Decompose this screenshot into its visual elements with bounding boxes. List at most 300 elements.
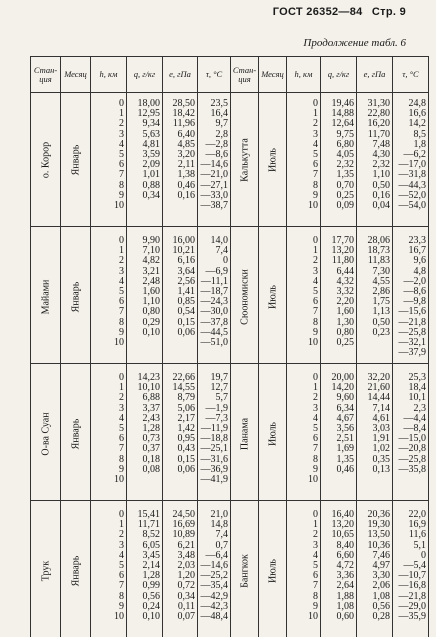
- t-value: 24,8: [408, 98, 426, 109]
- h-value: 4: [119, 275, 124, 287]
- h-value: 2: [313, 118, 318, 130]
- q-value: 9,34: [142, 118, 160, 130]
- q-value: 0,37: [142, 443, 160, 455]
- h-value: 8: [313, 316, 318, 328]
- h-value: 7: [119, 306, 124, 318]
- q-value: 0,80: [142, 306, 160, 318]
- e-value: 11,96: [172, 118, 195, 130]
- e-value: 7,30: [372, 265, 390, 277]
- e-value: 28,06: [367, 235, 390, 246]
- e-value: 18,73: [367, 245, 390, 257]
- t-value: —9,8: [403, 296, 426, 308]
- t-value: 14,0: [210, 235, 228, 246]
- e-value: 13,50: [367, 529, 390, 541]
- h-values-cell: [91, 367, 127, 501]
- station-name-cell: [231, 367, 259, 501]
- t-value: —2,0: [403, 275, 426, 287]
- data-table: [30, 56, 429, 637]
- h-value: 10: [114, 473, 124, 485]
- q-value: 20,00: [331, 372, 354, 383]
- q-value: 0,10: [142, 610, 160, 622]
- e-value: 0,34: [177, 590, 195, 602]
- e-value: 3,20: [177, 148, 195, 160]
- h-value: 9: [119, 189, 124, 201]
- q-value: 13,20: [331, 519, 354, 531]
- h-value: 6: [313, 570, 318, 582]
- h-value: 4: [313, 412, 318, 424]
- h-value: 1: [119, 519, 124, 531]
- h-value: 0: [313, 509, 318, 520]
- t-value: —6,4: [205, 549, 228, 561]
- e-value: 16,00: [172, 235, 195, 246]
- t-value: —33,0: [200, 189, 228, 201]
- h-value: 0: [119, 509, 124, 520]
- h-value: 3: [119, 128, 124, 140]
- q-value: 12,95: [137, 108, 160, 120]
- t-value: 23,3: [408, 235, 426, 246]
- t-value: —15,0: [398, 433, 426, 445]
- q-value: 4,05: [336, 148, 354, 160]
- h-value: 2: [119, 255, 124, 267]
- q-value: 4,67: [336, 412, 354, 424]
- t-value: —11,9: [200, 422, 228, 434]
- e-value: 2,86: [372, 285, 390, 297]
- h-value: 6: [119, 570, 124, 582]
- e-value: 0,13: [372, 463, 390, 475]
- t-value: —20,8: [398, 443, 426, 455]
- h-value: 9: [119, 326, 124, 338]
- station-name-cell: [31, 504, 61, 637]
- e-value: 24,50: [172, 509, 195, 520]
- q-value: 8,40: [336, 539, 354, 551]
- e-values-cell: [357, 367, 393, 501]
- col-e: e, гПа: [163, 57, 198, 93]
- month-cell: [61, 230, 91, 364]
- q-values-cell: [127, 504, 163, 637]
- e-value: 32,20: [367, 372, 390, 383]
- e-value: 4,97: [372, 559, 390, 571]
- q-value: 6,44: [336, 265, 354, 277]
- station-name: Трук: [40, 560, 51, 581]
- q-value: 12,64: [331, 118, 354, 130]
- e-value: 4,55: [372, 275, 390, 287]
- t-value: 7,4: [215, 529, 228, 541]
- q-value: 8,52: [142, 529, 160, 541]
- month-name: Январь: [70, 418, 81, 449]
- h-value: 5: [119, 559, 124, 571]
- q-values-cell: [127, 93, 163, 227]
- q-value: 16,40: [331, 509, 354, 520]
- t-value: —17,0: [398, 159, 426, 171]
- q-value: 2,64: [336, 580, 354, 592]
- e-value: 7,48: [372, 138, 390, 150]
- e-value: 2,32: [372, 159, 390, 171]
- q-value: 6,60: [336, 549, 354, 561]
- t-value: —1,9: [205, 402, 228, 414]
- e-value: 0,16: [177, 189, 195, 201]
- q-value: 0,10: [142, 326, 160, 338]
- h-value: 7: [313, 443, 318, 455]
- q-value: 0,24: [142, 600, 160, 612]
- h-value: 0: [119, 98, 124, 109]
- e-value: 2,17: [177, 412, 195, 424]
- h-value: 8: [119, 590, 124, 602]
- t-value: —31,8: [398, 169, 426, 181]
- q-value: 1,28: [142, 422, 160, 434]
- h-value: 6: [313, 296, 318, 308]
- t-value: 14,2: [408, 118, 426, 130]
- t-value: —30,0: [200, 306, 228, 318]
- h-value: 5: [119, 422, 124, 434]
- e-value: 0,46: [177, 179, 195, 191]
- e-value: 2,06: [372, 580, 390, 592]
- e-value: 1,13: [372, 306, 390, 318]
- q-value: 2,20: [336, 296, 354, 308]
- e-value: 1,91: [372, 433, 390, 445]
- q-value: 19,46: [331, 98, 354, 109]
- month-name: Январь: [70, 281, 81, 312]
- e-value: 0,54: [177, 306, 195, 318]
- e-value: 6,16: [177, 255, 195, 267]
- page-number: Стр. 9: [371, 6, 406, 18]
- h-value: 0: [119, 235, 124, 246]
- t-values-cell: [393, 93, 429, 227]
- t-values-cell: [393, 230, 429, 364]
- t-value: —21,8: [398, 590, 426, 602]
- t-value: 0,7: [215, 539, 228, 551]
- t-value: —54,0: [398, 199, 426, 211]
- t-value: 5,1: [413, 539, 426, 551]
- t-value: 7,4: [215, 245, 228, 257]
- e-value: 0,72: [177, 580, 195, 592]
- h-value: 1: [313, 382, 318, 394]
- q-values-cell: [321, 504, 357, 637]
- q-value: 6,80: [336, 138, 354, 150]
- t-value: —48,4: [200, 610, 228, 622]
- h-value: 1: [313, 108, 318, 120]
- h-values-cell: [91, 504, 127, 637]
- e-value: 0,06: [177, 463, 195, 475]
- h-value: 8: [313, 590, 318, 602]
- month-cell: [259, 93, 287, 227]
- q-value: 1,10: [142, 296, 160, 308]
- q-value: 5,63: [142, 128, 160, 140]
- e-value: 22,80: [367, 108, 390, 120]
- q-value: 2,51: [336, 433, 354, 445]
- h-value: 10: [308, 336, 318, 348]
- q-value: 3,32: [336, 285, 354, 297]
- h-value: 3: [313, 128, 318, 140]
- header-row: [31, 57, 429, 93]
- t-value: —31,6: [200, 453, 228, 465]
- t-values-cell: [198, 367, 231, 501]
- station-name: о. Корор: [40, 141, 51, 178]
- month-cell: [259, 504, 287, 637]
- h-value: 6: [119, 296, 124, 308]
- t-value: —8,4: [403, 422, 426, 434]
- t-value: —35,4: [200, 580, 228, 592]
- e-value: 3,03: [372, 422, 390, 434]
- h-value: 2: [119, 118, 124, 130]
- t-value: 16,4: [210, 108, 228, 120]
- q-value: 0,88: [142, 179, 160, 191]
- q-value: 11,80: [331, 255, 354, 267]
- e-value: 2,03: [177, 559, 195, 571]
- e-value: 7,46: [372, 549, 390, 561]
- q-value: 0,80: [336, 326, 354, 338]
- page-header: [267, 6, 406, 18]
- q-value: 10,10: [137, 382, 160, 394]
- h-value: 9: [119, 463, 124, 475]
- e-value: 0,28: [372, 610, 390, 622]
- h-values-cell: [91, 93, 127, 227]
- h-value: 8: [119, 179, 124, 191]
- t-value: —38,7: [200, 199, 228, 211]
- q-value: 0,46: [336, 463, 354, 475]
- e-value: 0,50: [372, 316, 390, 328]
- e-value: 5,06: [177, 402, 195, 414]
- station-name-cell: [31, 367, 61, 501]
- q-value: 9,60: [336, 392, 354, 404]
- t-value: —21,8: [398, 316, 426, 328]
- t-value: —36,9: [200, 463, 228, 475]
- e-values-cell: [357, 230, 393, 364]
- h-value: 10: [114, 199, 124, 211]
- q-value: 1,35: [336, 453, 354, 465]
- e-value: 3,64: [177, 265, 195, 277]
- h-value: 7: [119, 169, 124, 181]
- month-cell: [259, 230, 287, 364]
- e-value: 1,42: [177, 422, 195, 434]
- t-value: —18,7: [200, 285, 228, 297]
- t-values-cell: [393, 504, 429, 637]
- t-value: —25,2: [200, 570, 228, 582]
- col-q: q, г/кг: [127, 57, 163, 93]
- e-value: 31,30: [367, 98, 390, 109]
- e-value: 19,30: [367, 519, 390, 531]
- q-value: 4,32: [336, 275, 354, 287]
- t-value: —37,9: [398, 347, 426, 359]
- q-value: 0,99: [142, 580, 160, 592]
- q-value: 0,56: [142, 590, 160, 602]
- h-value: 5: [313, 148, 318, 160]
- month-cell: [61, 504, 91, 637]
- h-value: 5: [313, 285, 318, 297]
- q-value: 2,32: [336, 159, 354, 171]
- e-value: 0,15: [177, 453, 195, 465]
- q-value: 0,29: [142, 316, 160, 328]
- h-value: 4: [313, 138, 318, 150]
- q-values-cell: [321, 93, 357, 227]
- q-values-cell: [321, 230, 357, 364]
- h-value: 3: [119, 539, 124, 551]
- col-station-2: Стан-ция: [231, 57, 259, 93]
- h-value: 5: [119, 285, 124, 297]
- t-value: —15,6: [398, 306, 426, 318]
- q-value: 1,60: [142, 285, 160, 297]
- t-value: —14,6: [200, 559, 228, 571]
- h-value: 1: [119, 382, 124, 394]
- q-value: 10,65: [331, 529, 354, 541]
- h-value: 0: [119, 372, 124, 383]
- e-value: 0,11: [177, 600, 195, 612]
- h-value: 2: [313, 529, 318, 541]
- h-value: 2: [119, 529, 124, 541]
- e-values-cell: [357, 504, 393, 637]
- h-value: 9: [313, 600, 318, 612]
- table-continuation: Продолжение табл. 6: [303, 37, 406, 49]
- q-value: 3,59: [142, 148, 160, 160]
- h-value: 10: [308, 473, 318, 485]
- h-value: 2: [313, 255, 318, 267]
- t-value: 12,7: [210, 382, 228, 394]
- h-value: 7: [313, 306, 318, 318]
- h-value: 1: [119, 108, 124, 120]
- e-value: 22,66: [172, 372, 195, 383]
- q-value: 6,34: [336, 402, 354, 414]
- t-value: 19,7: [210, 372, 228, 383]
- e-value: 1,41: [177, 285, 195, 297]
- month-name: Июль: [267, 558, 278, 583]
- station-name-cell: [231, 93, 259, 227]
- t-value: 18,4: [408, 382, 426, 394]
- t-values-cell: [198, 230, 231, 364]
- gost-number: ГОСТ 26352—84: [272, 6, 363, 18]
- h-value: 4: [313, 275, 318, 287]
- h-values-cell: [287, 93, 321, 227]
- q-value: 0,09: [336, 199, 354, 211]
- station-block: [31, 504, 429, 637]
- h-value: 8: [119, 316, 124, 328]
- t-value: —51,0: [200, 336, 228, 348]
- t-value: 22,0: [408, 509, 426, 520]
- station-name: О-ва Суан: [40, 411, 51, 456]
- q-value: 0,73: [142, 433, 160, 445]
- q-value: 1,28: [142, 570, 160, 582]
- h-values-cell: [91, 230, 127, 364]
- e-value: 28,50: [172, 98, 195, 109]
- h-value: 5: [313, 422, 318, 434]
- month-cell: [61, 367, 91, 501]
- q-value: 2,14: [142, 559, 160, 571]
- e-value: 1,38: [177, 169, 195, 181]
- col-month: Месяц: [61, 57, 91, 93]
- q-value: 0,70: [336, 179, 354, 191]
- e-value: 4,85: [177, 138, 195, 150]
- e-value: 3,30: [372, 570, 390, 582]
- q-value: 4,82: [142, 255, 160, 267]
- e-value: 3,48: [177, 549, 195, 561]
- month-name: Январь: [70, 144, 81, 175]
- e-values-cell: [163, 230, 198, 364]
- q-value: 0,60: [336, 610, 354, 622]
- t-value: —25,8: [398, 326, 426, 338]
- q-value: 14,23: [137, 372, 160, 383]
- e-values-cell: [163, 367, 198, 501]
- h-value: 6: [313, 159, 318, 171]
- q-value: 3,56: [336, 422, 354, 434]
- e-value: 14,44: [367, 392, 390, 404]
- h-value: 8: [313, 453, 318, 465]
- e-value: 11,70: [367, 128, 390, 140]
- q-value: 15,41: [137, 509, 160, 520]
- q-value: 0,18: [142, 453, 160, 465]
- station-name: Майами: [40, 279, 51, 314]
- t-value: 2,8: [215, 128, 228, 140]
- t-value: 14,8: [210, 519, 228, 531]
- h-values-cell: [287, 230, 321, 364]
- h-value: 0: [313, 372, 318, 383]
- t-value: —14,6: [200, 159, 228, 171]
- station-block: [31, 367, 429, 501]
- t-value: —25,8: [398, 453, 426, 465]
- e-value: 10,21: [172, 245, 195, 257]
- q-value: 0,25: [336, 189, 354, 201]
- q-value: 14,20: [331, 382, 354, 394]
- q-value: 17,70: [331, 235, 354, 246]
- q-value: 3,45: [142, 549, 160, 561]
- t-value: —41,9: [200, 473, 228, 485]
- t-value: —2,8: [205, 138, 228, 150]
- h-value: 3: [119, 265, 124, 277]
- station-name: Панама: [239, 417, 250, 450]
- col-tau-2: τ, °С: [393, 57, 429, 93]
- t-value: 23,5: [210, 98, 228, 109]
- q-value: 6,88: [142, 392, 160, 404]
- t-value: 25,3: [408, 372, 426, 383]
- station-name-cell: [31, 230, 61, 364]
- e-value: 0,06: [177, 326, 195, 338]
- t-value: —5,4: [403, 559, 426, 571]
- t-value: —29,0: [398, 600, 426, 612]
- col-height: h, км: [91, 57, 127, 93]
- station-block: [31, 93, 429, 227]
- col-month-2: Месяц: [259, 57, 287, 93]
- e-value: 1,10: [372, 169, 390, 181]
- t-value: —37,8: [200, 316, 228, 328]
- h-value: 0: [313, 98, 318, 109]
- t-value: —8,6: [403, 285, 426, 297]
- h-value: 10: [114, 336, 124, 348]
- q-value: 3,36: [336, 570, 354, 582]
- t-value: —10,7: [398, 570, 426, 582]
- t-value: —7,3: [205, 412, 228, 424]
- e-value: 0,85: [177, 296, 195, 308]
- h-value: 7: [119, 580, 124, 592]
- e-value: 1,08: [372, 590, 390, 602]
- q-value: 0,25: [336, 336, 354, 348]
- h-value: 9: [313, 326, 318, 338]
- h-value: 1: [313, 519, 318, 531]
- e-value: 0,15: [177, 316, 195, 328]
- e-value: 6,40: [177, 128, 195, 140]
- h-value: 10: [308, 199, 318, 211]
- station-name-cell: [31, 93, 61, 227]
- t-value: 11,6: [408, 529, 426, 541]
- e-value: 0,56: [372, 600, 390, 612]
- t-value: 0: [223, 255, 228, 267]
- q-value: 7,10: [142, 245, 160, 257]
- e-value: 1,02: [372, 443, 390, 455]
- t-value: —52,0: [398, 189, 426, 201]
- t-values-cell: [393, 367, 429, 501]
- t-value: —42,9: [200, 590, 228, 602]
- h-value: 4: [313, 549, 318, 561]
- t-value: 16,6: [408, 108, 426, 120]
- month-name: Июль: [267, 284, 278, 309]
- h-value: 7: [313, 580, 318, 592]
- h-value: 7: [119, 443, 124, 455]
